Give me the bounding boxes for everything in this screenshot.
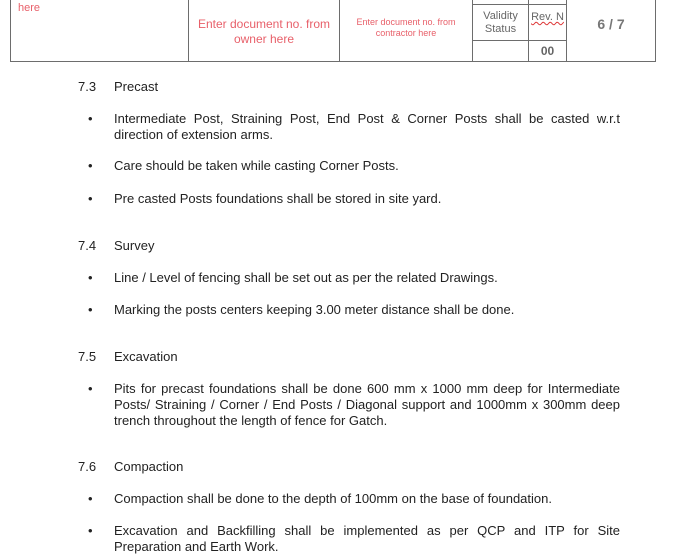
list-item: Excavation and Backfilling shall be implemented as per QCP and ITP for Site Preparation and Earth Work. — [114, 523, 620, 554]
divider — [473, 4, 528, 5]
document-header-table — [10, 0, 656, 62]
bullet-icon: • — [88, 158, 93, 173]
bullet-icon: • — [88, 302, 93, 317]
divider — [529, 4, 566, 5]
bullet-icon: • — [88, 381, 93, 396]
revision-label-text: Rev. N — [531, 11, 564, 23]
section-number: 7.6 — [78, 459, 97, 474]
divider — [529, 40, 566, 41]
page-number-cell — [566, 0, 655, 61]
revision-number: 00 — [540, 44, 555, 58]
section-title: Compaction — [114, 459, 184, 474]
owner-doc-no-placeholder[interactable]: Enter document no. from owner here — [197, 17, 331, 46]
section-heading-7-6 — [78, 459, 183, 474]
page-number: 6 / 7 — [597, 16, 625, 32]
list-item: Compaction shall be done to the depth of 100mm on the base of foundation. — [114, 491, 552, 506]
bullet-icon: • — [88, 491, 93, 506]
contractor-doc-no-placeholder[interactable]: Enter document no. from contractor here — [356, 17, 456, 38]
section-heading-7-5 — [78, 349, 178, 364]
list-item: Line / Level of fencing shall be set out as per the related Drawings. — [114, 270, 498, 285]
section-heading-7-3 — [78, 79, 158, 94]
bullet-icon: • — [88, 191, 93, 206]
validity-status-cell — [472, 0, 528, 61]
section-heading-7-4 — [78, 238, 154, 253]
list-item: Marking the posts centers keeping 3.00 meter distance shall be done. — [114, 302, 515, 317]
section-number: 7.5 — [78, 349, 97, 364]
list-item: Care should be taken while casting Corner Posts. — [114, 158, 399, 173]
list-item: Pits for precast foundations shall be done 600 mm x 1000 mm deep for Intermediate Posts/ Straining / Corner / End Posts / Diagonal support and 1000mm x 300mm deep trench throughout the length of fence for Gatch. — [114, 381, 620, 428]
section-title: Survey — [114, 238, 155, 253]
list-item: Pre casted Posts foundations shall be stored in site yard. — [114, 191, 442, 206]
validity-status-label: Validity Status — [483, 10, 518, 35]
bullet-icon: • — [88, 270, 93, 285]
bullet-icon: • — [88, 111, 93, 126]
revision-label — [529, 11, 566, 24]
header-partial-text: here — [18, 2, 41, 14]
section-number: 7.3 — [78, 79, 97, 94]
section-title: Precast — [114, 79, 159, 94]
divider — [473, 40, 528, 41]
owner-doc-no-cell[interactable] — [188, 0, 339, 61]
revision-cell — [528, 0, 566, 61]
bullet-icon: • — [88, 523, 93, 538]
section-title: Excavation — [114, 349, 178, 364]
header-left-cell — [11, 0, 188, 61]
contractor-doc-no-cell[interactable] — [339, 0, 472, 61]
list-item: Intermediate Post, Straining Post, End Post & Corner Posts shall be casted w.r.t direction of extension arms. — [114, 111, 620, 142]
section-number: 7.4 — [78, 238, 97, 253]
